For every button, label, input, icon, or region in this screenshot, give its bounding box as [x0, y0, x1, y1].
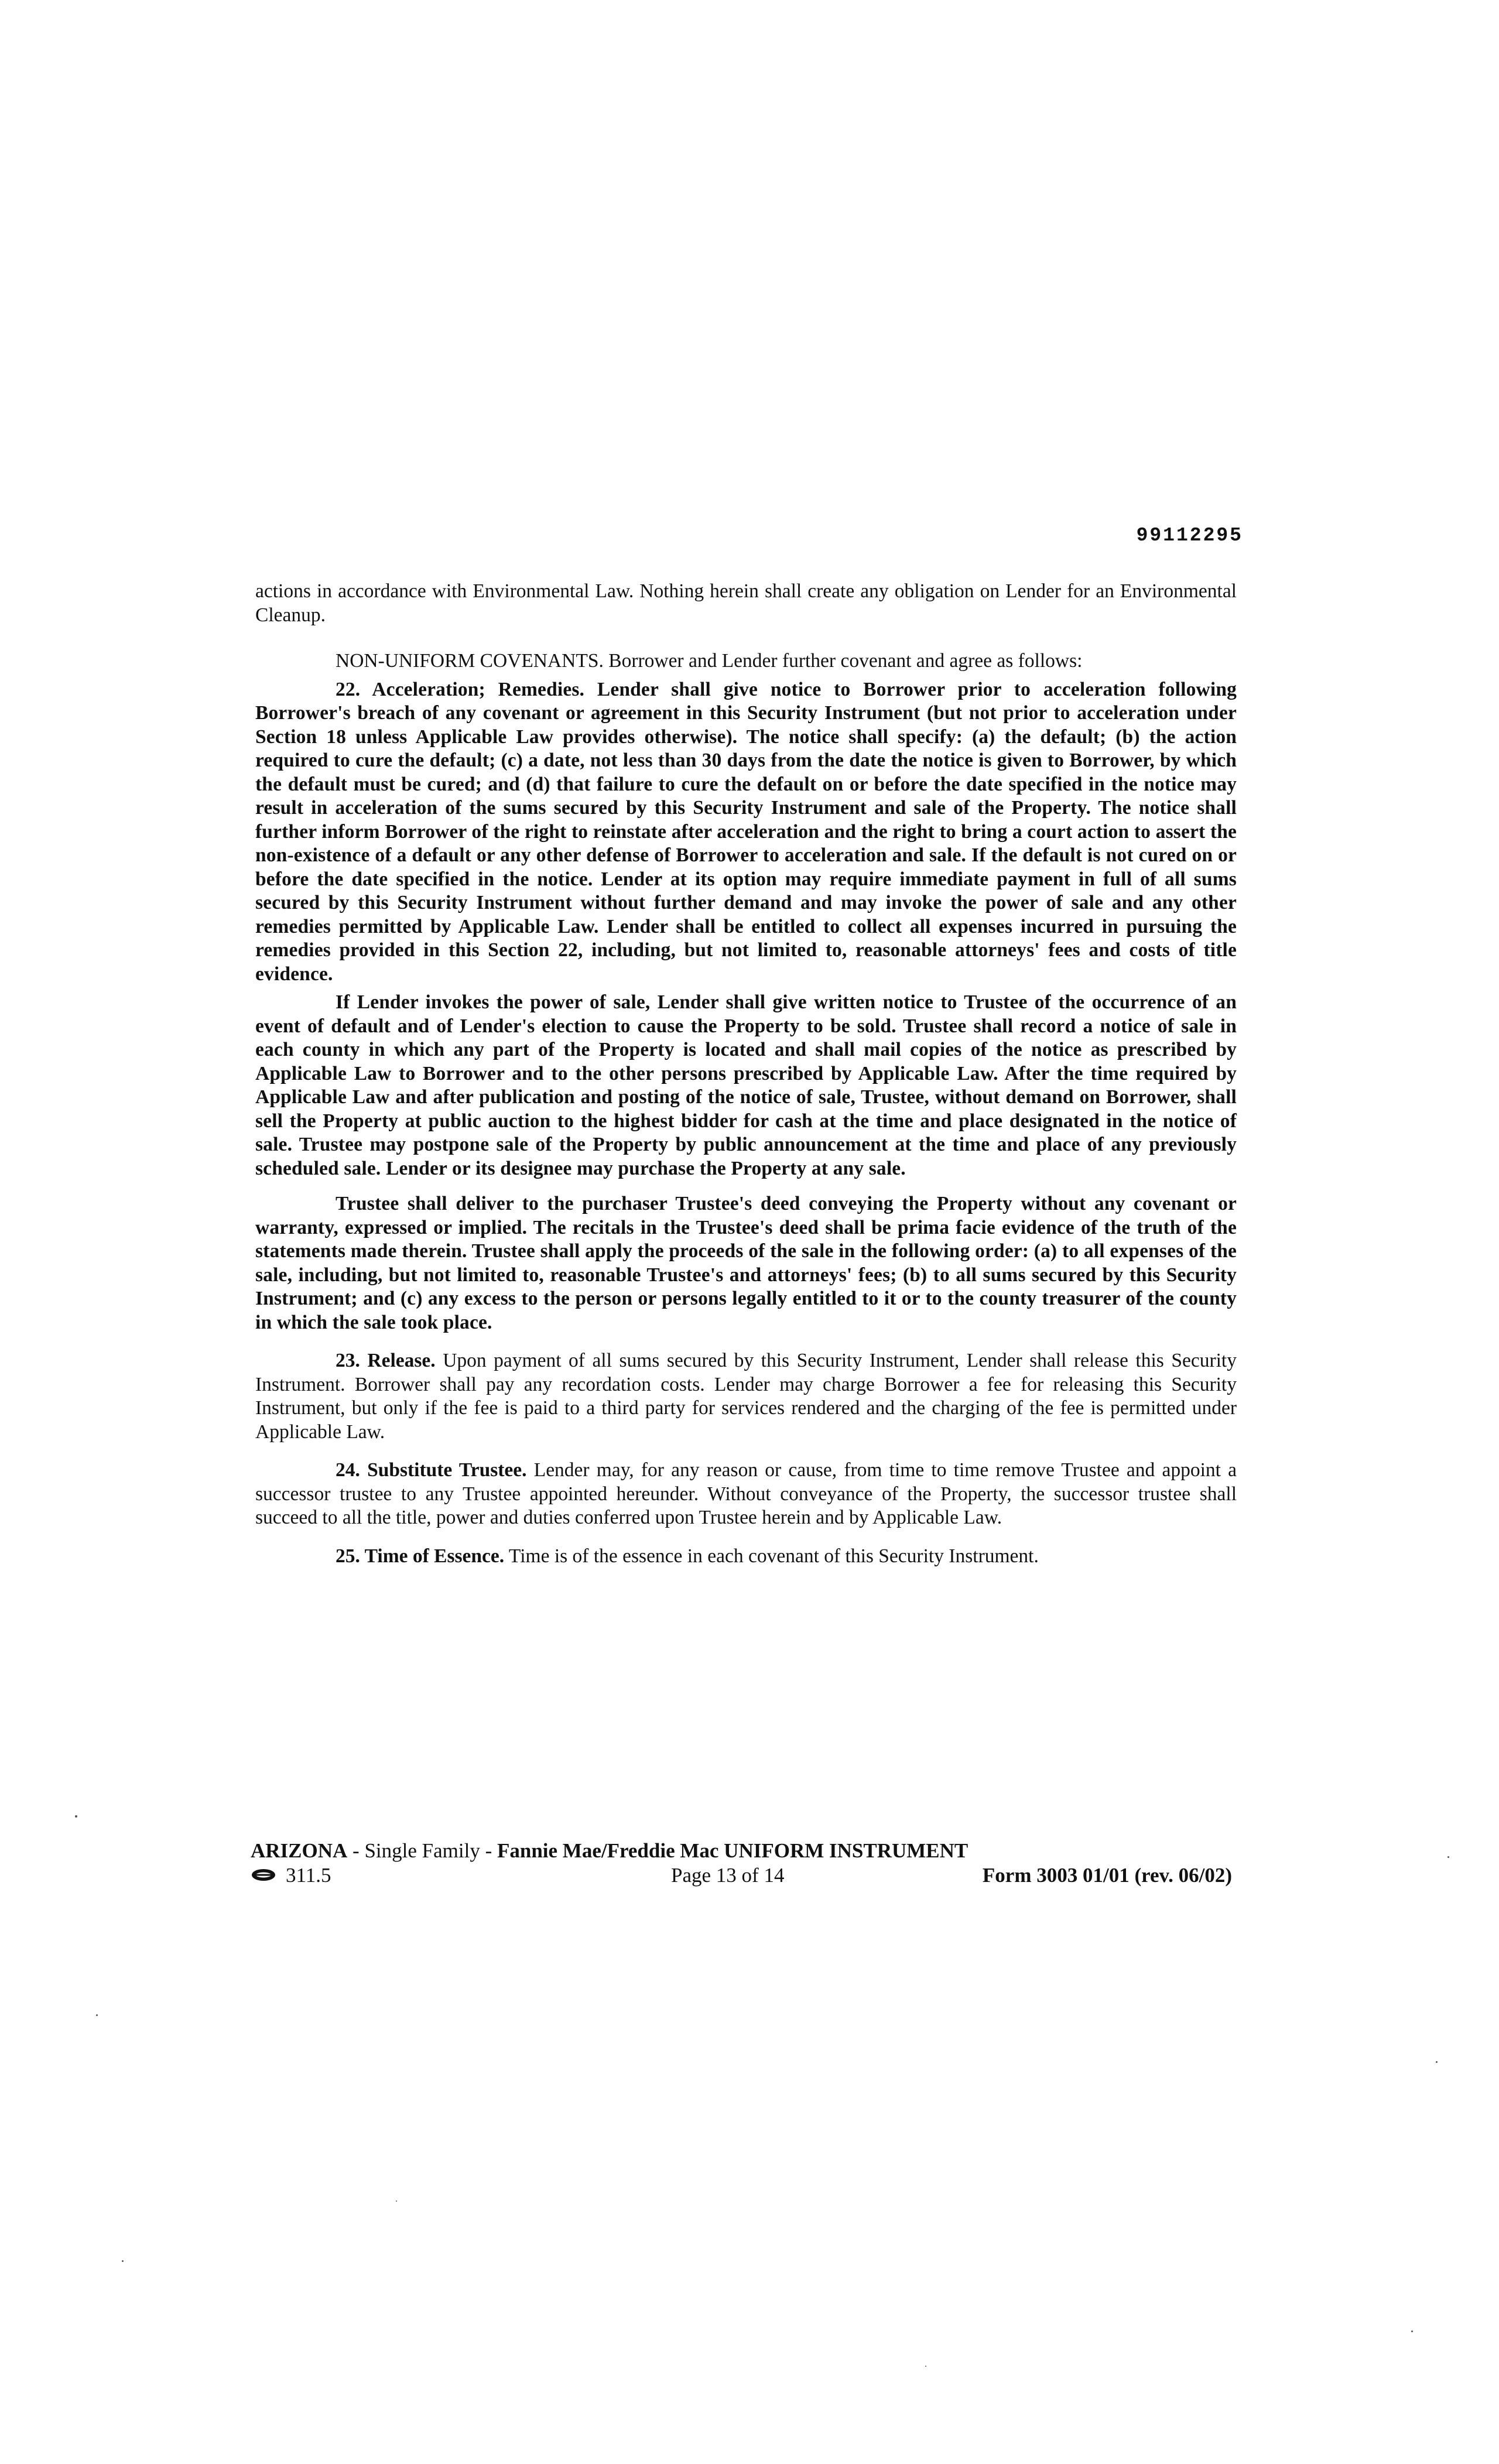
- footer-state: ARIZONA: [251, 1839, 348, 1862]
- paragraph-time-of-essence: [255, 1545, 1237, 1569]
- footer-code: 311.5: [286, 1864, 331, 1887]
- scan-speck: [96, 2014, 98, 2016]
- footer-form-details: [251, 1863, 1232, 1889]
- scan-speck: [1447, 1856, 1449, 1858]
- footer-instrument: Fannie Mae/Freddie Mac UNIFORM INSTRUMENT: [497, 1839, 968, 1862]
- form-footer: [251, 1839, 1232, 1889]
- substitute-trustee-heading: 24. Substitute Trustee.: [336, 1459, 527, 1481]
- paragraph-substitute-trustee: [255, 1459, 1237, 1530]
- substitute-trustee-text: Lender may, for any reason or cause, from time to time remove Trustee and appoint a successor trustee to any Trustee appointed hereunder. Without conveyance of the Property, the successor trustee shall succeed to all the title, power and duties conferred upon Trustee herein and by Applicable Law.: [255, 1459, 1237, 1528]
- footer-page-number: Page 13 of 14: [671, 1864, 785, 1887]
- time-of-essence-text: Time is of the essence in each covenant of this Security Instrument.: [504, 1545, 1039, 1567]
- paragraph-non-uniform-covenants: NON-UNIFORM COVENANTS. Borrower and Lender further covenant and agree as follows:: [336, 650, 1083, 672]
- scan-speck: [925, 2366, 926, 2367]
- document-number: 99112295: [1136, 525, 1243, 546]
- scan-speck: [1411, 2330, 1413, 2332]
- footer-form-title: ARIZONA - Single Family - Fannie Mae/Freddie Mac UNIFORM INSTRUMENT: [251, 1839, 968, 1862]
- paragraph-power-of-sale: If Lender invokes the power of sale, Lender shall give written notice to Trustee of the occurrence of an event of default and of Lender's election to cause the Property to be sold. Trustee shall record a notice of sale in each county in which any part of the Property is located and shall mail copies of the notice as prescribed by Applicable Law to Borrower and to the other persons prescribed by Applicable Law. After the time required by Applicable Law and after publication and posting of the notice of sale, Trustee, without demand on Borrower, shall sell the Property at public auction to the highest bidder for cash at the time and place designated in the notice of sale. Trustee may postpone sale of the Property by public announcement at the time and place of any previously scheduled sale. Lender or its designee may purchase the Property at any sale.: [255, 991, 1237, 1179]
- paragraph-release: [255, 1349, 1237, 1444]
- scan-speck: [396, 2201, 397, 2202]
- release-text: Upon payment of all sums secured by this Security Instrument, Lender shall release this Security Instrument. Borrower shall pay any recordation costs. Lender may charge Borrower a fee for releasing this Security Instrument, but only if the fee is paid to a third party for services rendered and the charging of the fee is permitted under Applicable Law.: [255, 1350, 1237, 1443]
- scan-speck: [122, 2260, 124, 2262]
- paragraph-acceleration-remedies: 22. Acceleration; Remedies. Lender shall give notice to Borrower prior to acceleration following Borrower's breach of any covenant or agreement in this Security Instrument (but not prior to acceleration under Section 18 unless Applicable Law provides otherwise). The notice shall specify: (a) the default; (b) the action required to cure the default; (c) a date, not less than 30 days from the date the notice is given to Borrower, by which the default must be cured; and (d) that failure to cure the default on or before the date specified in the notice may result in acceleration of the sums secured by this Security Instrument and sale of the Property. The notice shall further inform Borrower of the right to reinstate after acceleration and the right to bring a court action to assert the non-existence of a default or any other defense of Borrower to acceleration and sale. If the default is not cured on or before the date specified in the notice. Lender at its option may require immediate payment in full of all sums secured by this Security Instrument without further demand and may invoke the power of sale and any other remedies permitted by Applicable Law. Lender shall be entitled to collect all expenses incurred in pursuing the remedies provided in this Section 22, including, but not limited to, reasonable attorneys' fees and costs of title evidence.: [255, 678, 1237, 985]
- time-of-essence-heading: 25. Time of Essence.: [336, 1545, 505, 1567]
- release-heading: 23. Release.: [336, 1350, 436, 1371]
- document-body: [255, 580, 1237, 1568]
- footer-family: Single Family: [364, 1839, 480, 1862]
- vmp-logo-icon: [251, 1863, 276, 1888]
- footer-code-group: [251, 1863, 331, 1888]
- paragraph-trustee-deed: Trustee shall deliver to the purchaser Trustee's deed conveying the Property without any covenant or warranty, expressed or implied. The recitals in the Trustee's deed shall be prima facie evidence of the truth of the statements made therein. Trustee shall apply the proceeds of the sale in the following order: (a) to all expenses of the sale, including, but not limited to, reasonable Trustee's and attorneys' fees; (b) to all sums secured by this Security Instrument; and (c) any excess to the person or persons legally entitled to it or to the county treasurer of the county in which the sale took place.: [255, 1193, 1237, 1333]
- scan-speck: [1436, 2061, 1438, 2063]
- footer-form-number: Form 3003 01/01 (rev. 06/02): [982, 1864, 1232, 1887]
- paragraph-environmental-cleanup: actions in accordance with Environmental Law. Nothing herein shall create any obligation on Lender for an Environmental Cleanup.: [255, 580, 1237, 626]
- scan-speck: [75, 1815, 77, 1818]
